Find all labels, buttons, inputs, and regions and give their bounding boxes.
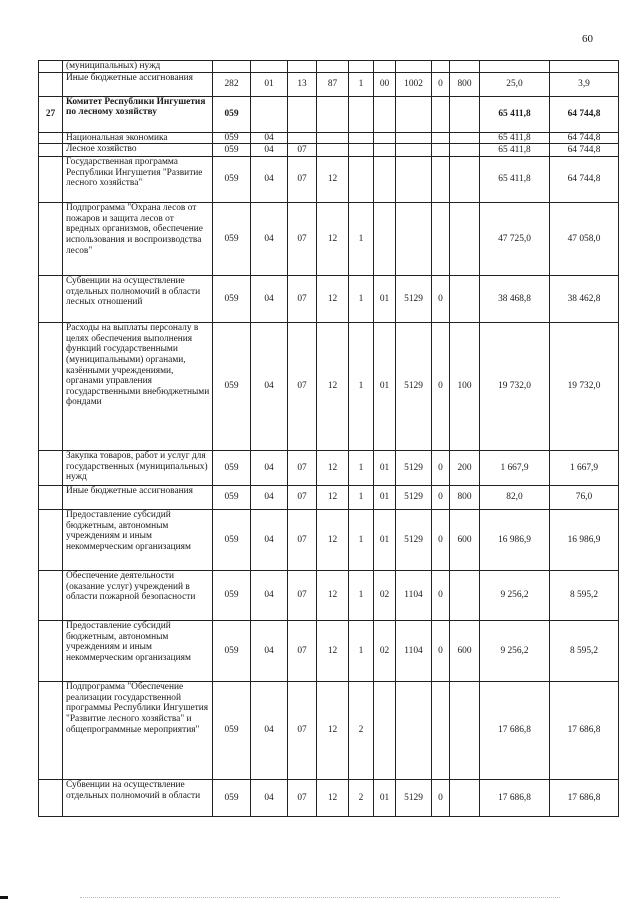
- code-cell: 01: [374, 486, 396, 510]
- code-cell: [374, 157, 396, 203]
- code-cell: 059: [213, 780, 251, 817]
- row-number-cell: [39, 323, 63, 451]
- row-number-cell: [39, 132, 63, 144]
- amount-cell: 47 725,0: [480, 203, 550, 276]
- code-cell: 059: [213, 132, 251, 144]
- code-cell: 07: [288, 144, 317, 157]
- code-cell: 07: [288, 571, 317, 621]
- code-cell: 04: [251, 157, 288, 203]
- code-cell: [432, 682, 450, 780]
- code-cell: 100: [450, 323, 480, 451]
- row-name-cell: Подпрограмма "Охрана лесов от пожаров и защита лесов от вредных организмов, обеспечение использования и воспроизводства лесов": [63, 203, 213, 276]
- code-cell: 600: [450, 621, 480, 682]
- code-cell: 01: [374, 451, 396, 486]
- amount-cell: 9 256,2: [480, 571, 550, 621]
- code-cell: [450, 96, 480, 132]
- code-cell: 12: [317, 571, 349, 621]
- code-cell: [450, 157, 480, 203]
- code-cell: 800: [450, 486, 480, 510]
- amount-cell: 1 667,9: [550, 451, 619, 486]
- code-cell: 0: [432, 621, 450, 682]
- code-cell: [396, 157, 432, 203]
- code-cell: 00: [374, 72, 396, 96]
- amount-cell: 82,0: [480, 486, 550, 510]
- row-name-cell: Предоставление субсидий бюджетным, автономным учреждениям и иным некоммерческим организациям: [63, 510, 213, 571]
- code-cell: 600: [450, 510, 480, 571]
- code-cell: 04: [251, 510, 288, 571]
- code-cell: 059: [213, 571, 251, 621]
- code-cell: 5129: [396, 486, 432, 510]
- row-number-cell: [39, 571, 63, 621]
- row-name-cell: Обеспечение деятельности (оказание услуг) учреждений в области пожарной безопасности: [63, 571, 213, 621]
- code-cell: [374, 96, 396, 132]
- code-cell: 059: [213, 486, 251, 510]
- code-cell: 01: [251, 72, 288, 96]
- amount-cell: 19 732,0: [550, 323, 619, 451]
- row-number-cell: [39, 61, 63, 73]
- table-row: [39, 682, 619, 780]
- code-cell: [317, 61, 349, 73]
- code-cell: 282: [213, 72, 251, 96]
- code-cell: 0: [432, 510, 450, 571]
- table-row: [39, 96, 619, 132]
- code-cell: 0: [432, 486, 450, 510]
- code-cell: 12: [317, 203, 349, 276]
- budget-table: [38, 60, 619, 817]
- code-cell: [396, 682, 432, 780]
- code-cell: 059: [213, 510, 251, 571]
- code-cell: [251, 61, 288, 73]
- amount-cell: [550, 61, 619, 73]
- table-row: [39, 132, 619, 144]
- row-name-cell: Лесное хозяйство: [63, 144, 213, 157]
- amount-cell: 38 462,8: [550, 276, 619, 323]
- amount-cell: 25,0: [480, 72, 550, 96]
- amount-cell: 16 986,9: [550, 510, 619, 571]
- table-row: [39, 510, 619, 571]
- code-cell: 1104: [396, 571, 432, 621]
- row-name-cell: Закупка товаров, работ и услуг для государственных (муниципальных) нужд: [63, 451, 213, 486]
- code-cell: 07: [288, 621, 317, 682]
- code-cell: 07: [288, 486, 317, 510]
- row-number-cell: 27: [39, 96, 63, 132]
- code-cell: [450, 571, 480, 621]
- code-cell: [349, 61, 374, 73]
- code-cell: 1: [349, 323, 374, 451]
- code-cell: 01: [374, 510, 396, 571]
- amount-cell: 17 686,8: [480, 682, 550, 780]
- code-cell: 13: [288, 72, 317, 96]
- table-row: [39, 144, 619, 157]
- row-name-cell: Предоставление субсидий бюджетным, автономным учреждениям и иным некоммерческим организациям: [63, 621, 213, 682]
- amount-cell: 3,9: [550, 72, 619, 96]
- code-cell: [450, 780, 480, 817]
- code-cell: 04: [251, 451, 288, 486]
- code-cell: 059: [213, 621, 251, 682]
- code-cell: 01: [374, 276, 396, 323]
- row-number-cell: [39, 780, 63, 817]
- code-cell: 059: [213, 682, 251, 780]
- code-cell: [396, 203, 432, 276]
- code-cell: 0: [432, 276, 450, 323]
- code-cell: 1: [349, 510, 374, 571]
- row-name-cell: Расходы на выплаты персоналу в целях обеспечения выполнения функций государственными (муниципальными) органами, казёнными учреждениями, органами управления государственными внебюджетными фондами: [63, 323, 213, 451]
- scan-edge-mark: [0, 896, 8, 899]
- amount-cell: 65 411,8: [480, 132, 550, 144]
- code-cell: 1104: [396, 621, 432, 682]
- code-cell: 07: [288, 157, 317, 203]
- code-cell: 059: [213, 276, 251, 323]
- code-cell: 1002: [396, 72, 432, 96]
- code-cell: 0: [432, 451, 450, 486]
- amount-cell: 64 744,8: [550, 144, 619, 157]
- code-cell: 04: [251, 486, 288, 510]
- code-cell: [450, 61, 480, 73]
- amount-cell: 16 986,9: [480, 510, 550, 571]
- amount-cell: 9 256,2: [480, 621, 550, 682]
- row-number-cell: [39, 276, 63, 323]
- code-cell: 800: [450, 72, 480, 96]
- row-name-cell: Субвенции на осуществление отдельных полномочий в области лесных отношений: [63, 276, 213, 323]
- code-cell: [450, 203, 480, 276]
- code-cell: 12: [317, 682, 349, 780]
- code-cell: 87: [317, 72, 349, 96]
- code-cell: [349, 132, 374, 144]
- table-row: [39, 157, 619, 203]
- row-number-cell: [39, 486, 63, 510]
- code-cell: 0: [432, 780, 450, 817]
- code-cell: [374, 203, 396, 276]
- table-row: [39, 203, 619, 276]
- amount-cell: 47 058,0: [550, 203, 619, 276]
- amount-cell: 19 732,0: [480, 323, 550, 451]
- code-cell: [432, 144, 450, 157]
- amount-cell: 76,0: [550, 486, 619, 510]
- code-cell: 1: [349, 276, 374, 323]
- amount-cell: [480, 61, 550, 73]
- row-number-cell: [39, 451, 63, 486]
- code-cell: 07: [288, 276, 317, 323]
- amount-cell: 64 744,8: [550, 96, 619, 132]
- code-cell: 059: [213, 203, 251, 276]
- code-cell: 0: [432, 323, 450, 451]
- amount-cell: 1 667,9: [480, 451, 550, 486]
- code-cell: 07: [288, 451, 317, 486]
- code-cell: [374, 144, 396, 157]
- code-cell: [317, 132, 349, 144]
- code-cell: [349, 144, 374, 157]
- code-cell: [374, 682, 396, 780]
- amount-cell: 17 686,8: [550, 682, 619, 780]
- code-cell: [432, 61, 450, 73]
- code-cell: 5129: [396, 780, 432, 817]
- amount-cell: 8 595,2: [550, 621, 619, 682]
- code-cell: 5129: [396, 276, 432, 323]
- row-name-cell: Подпрограмма "Обеспечение реализации государственной программы Республики Ингушетия "Развитие лесного хозяйства" и общепрограммные мероприятия": [63, 682, 213, 780]
- row-name-cell: Иные бюджетные ассигнования: [63, 72, 213, 96]
- code-cell: 01: [374, 780, 396, 817]
- row-number-cell: [39, 157, 63, 203]
- code-cell: 04: [251, 132, 288, 144]
- code-cell: 12: [317, 486, 349, 510]
- code-cell: 12: [317, 276, 349, 323]
- code-cell: 2: [349, 682, 374, 780]
- code-cell: 02: [374, 621, 396, 682]
- code-cell: 04: [251, 144, 288, 157]
- code-cell: [432, 157, 450, 203]
- code-cell: 0: [432, 72, 450, 96]
- code-cell: 04: [251, 323, 288, 451]
- code-cell: [450, 132, 480, 144]
- table-row: [39, 571, 619, 621]
- code-cell: 04: [251, 621, 288, 682]
- row-number-cell: [39, 203, 63, 276]
- row-number-cell: [39, 144, 63, 157]
- code-cell: [450, 682, 480, 780]
- row-name-cell: Национальная экономика: [63, 132, 213, 144]
- amount-cell: 64 744,8: [550, 157, 619, 203]
- code-cell: 1: [349, 72, 374, 96]
- code-cell: [374, 61, 396, 73]
- code-cell: 12: [317, 621, 349, 682]
- row-name-cell: Комитет Республики Ингушетия по лесному хозяйству: [63, 96, 213, 132]
- amount-cell: 38 468,8: [480, 276, 550, 323]
- row-name-cell: (муниципальных) нужд: [63, 61, 213, 73]
- code-cell: [349, 96, 374, 132]
- code-cell: 07: [288, 682, 317, 780]
- code-cell: 1: [349, 621, 374, 682]
- code-cell: 1: [349, 451, 374, 486]
- code-cell: 059: [213, 157, 251, 203]
- code-cell: 5129: [396, 323, 432, 451]
- code-cell: 12: [317, 451, 349, 486]
- code-cell: 04: [251, 203, 288, 276]
- code-cell: 12: [317, 157, 349, 203]
- table-row: [39, 451, 619, 486]
- scan-noise-line: [80, 897, 560, 899]
- code-cell: [396, 96, 432, 132]
- amount-cell: 17 686,8: [550, 780, 619, 817]
- code-cell: [396, 144, 432, 157]
- table-row: [39, 323, 619, 451]
- code-cell: 04: [251, 276, 288, 323]
- code-cell: 059: [213, 96, 251, 132]
- table-row: [39, 61, 619, 73]
- code-cell: 2: [349, 780, 374, 817]
- code-cell: [432, 203, 450, 276]
- code-cell: [349, 157, 374, 203]
- code-cell: 07: [288, 780, 317, 817]
- code-cell: [396, 132, 432, 144]
- code-cell: [317, 96, 349, 132]
- code-cell: [317, 144, 349, 157]
- row-name-cell: Государственная программа Республики Ингушетия "Развитие лесного хозяйства": [63, 157, 213, 203]
- amount-cell: 65 411,8: [480, 144, 550, 157]
- code-cell: 07: [288, 203, 317, 276]
- code-cell: [213, 61, 251, 73]
- code-cell: 059: [213, 451, 251, 486]
- code-cell: 04: [251, 571, 288, 621]
- amount-cell: 65 411,8: [480, 96, 550, 132]
- code-cell: [288, 61, 317, 73]
- code-cell: [251, 96, 288, 132]
- code-cell: [450, 144, 480, 157]
- code-cell: 059: [213, 144, 251, 157]
- code-cell: 04: [251, 780, 288, 817]
- code-cell: 1: [349, 571, 374, 621]
- code-cell: [432, 132, 450, 144]
- code-cell: 0: [432, 571, 450, 621]
- code-cell: 5129: [396, 451, 432, 486]
- code-cell: 01: [374, 323, 396, 451]
- table-row: [39, 486, 619, 510]
- code-cell: 200: [450, 451, 480, 486]
- code-cell: 059: [213, 323, 251, 451]
- table-row: [39, 276, 619, 323]
- code-cell: 07: [288, 510, 317, 571]
- code-cell: [396, 61, 432, 73]
- code-cell: 02: [374, 571, 396, 621]
- code-cell: 5129: [396, 510, 432, 571]
- amount-cell: 17 686,8: [480, 780, 550, 817]
- table-row: [39, 780, 619, 817]
- code-cell: [288, 96, 317, 132]
- page-number: 60: [582, 33, 593, 45]
- code-cell: 12: [317, 510, 349, 571]
- amount-cell: 8 595,2: [550, 571, 619, 621]
- code-cell: [288, 132, 317, 144]
- table-row: [39, 72, 619, 96]
- row-number-cell: [39, 510, 63, 571]
- code-cell: 07: [288, 323, 317, 451]
- code-cell: 12: [317, 323, 349, 451]
- amount-cell: 64 744,8: [550, 132, 619, 144]
- code-cell: 1: [349, 203, 374, 276]
- amount-cell: 65 411,8: [480, 157, 550, 203]
- code-cell: [432, 96, 450, 132]
- table-row: [39, 621, 619, 682]
- code-cell: 12: [317, 780, 349, 817]
- code-cell: [374, 132, 396, 144]
- code-cell: 04: [251, 682, 288, 780]
- row-number-cell: [39, 682, 63, 780]
- row-number-cell: [39, 621, 63, 682]
- code-cell: 1: [349, 486, 374, 510]
- code-cell: [450, 276, 480, 323]
- row-name-cell: Субвенции на осуществление отдельных полномочий в области: [63, 780, 213, 817]
- row-name-cell: Иные бюджетные ассигнования: [63, 486, 213, 510]
- row-number-cell: [39, 72, 63, 96]
